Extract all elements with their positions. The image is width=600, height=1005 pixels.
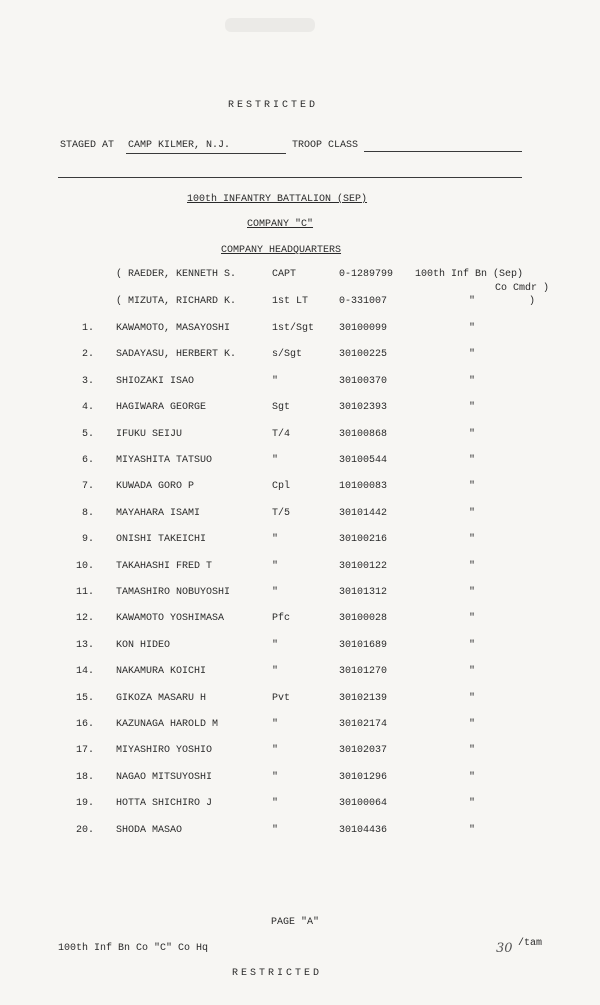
soldier-rank: Cpl — [272, 481, 291, 492]
serial-number: 30102393 — [339, 402, 388, 413]
row-number: 15. — [75, 693, 94, 704]
ditto-mark: " — [469, 745, 476, 756]
row-number: 16. — [75, 719, 94, 730]
row-number: 7. — [81, 481, 94, 492]
serial-number: 30102037 — [339, 745, 388, 756]
soldier-name: KAWAMOTO, MASAYOSHI — [116, 323, 231, 334]
roster-row — [74, 719, 574, 733]
soldier-name: HAGIWARA GEORGE — [116, 402, 207, 413]
roster-row — [74, 640, 574, 654]
serial-number: 30101442 — [339, 508, 388, 519]
soldier-name: KON HIDEO — [116, 640, 171, 651]
footer-unit-line: 100th Inf Bn Co "C" Co Hq — [58, 943, 209, 954]
soldier-rank: " — [272, 587, 279, 598]
officer-note-bracket: ) — [529, 296, 536, 307]
officer-rank: CAPT — [272, 269, 297, 280]
officer-name: ( MIZUTA, RICHARD K. — [116, 296, 237, 307]
row-number: 9. — [81, 534, 94, 545]
ditto-mark: " — [469, 666, 476, 677]
serial-number: 30104436 — [339, 825, 388, 836]
soldier-rank: " — [272, 666, 279, 677]
officer-note-commander: Co Cmdr ) — [495, 283, 550, 294]
restricted-heading: RESTRICTED — [228, 100, 319, 111]
serial-number: 30100122 — [339, 561, 388, 572]
serial-number: 30100028 — [339, 613, 388, 624]
ditto-mark: " — [469, 481, 476, 492]
serial-number: 30102174 — [339, 719, 388, 730]
row-number: 1. — [81, 323, 94, 334]
staged-underline — [126, 153, 286, 154]
soldier-name: MAYAHARA ISAMI — [116, 508, 201, 519]
troop-class-label: TROOP CLASS — [292, 140, 359, 151]
soldier-name: KAZUNAGA HAROLD M — [116, 719, 219, 730]
serial-number: 30100370 — [339, 376, 388, 387]
serial-number: 30101270 — [339, 666, 388, 677]
soldier-rank: " — [272, 772, 279, 783]
ditto-mark: " — [469, 349, 476, 360]
soldier-rank: Pvt — [272, 693, 291, 704]
roster-row — [74, 666, 574, 680]
roster-row — [74, 323, 574, 337]
soldier-name: HOTTA SHICHIRO J — [116, 798, 213, 809]
roster-row — [74, 693, 574, 707]
soldier-name: SHODA MASAO — [116, 825, 183, 836]
row-number: 4. — [81, 402, 94, 413]
header-divider — [58, 177, 522, 178]
row-number: 12. — [75, 613, 94, 624]
soldier-rank: " — [272, 376, 279, 387]
row-number: 6. — [81, 455, 94, 466]
serial-number: 30100216 — [339, 534, 388, 545]
ditto-mark: " — [469, 402, 476, 413]
soldier-name: SHIOZAKI ISAO — [116, 376, 195, 387]
soldier-rank: " — [272, 825, 279, 836]
ditto-mark: " — [469, 613, 476, 624]
soldier-rank: T/4 — [272, 429, 291, 440]
row-number: 18. — [75, 772, 94, 783]
roster-row — [74, 455, 574, 469]
roster-row — [74, 772, 574, 786]
soldier-rank: " — [272, 640, 279, 651]
soldier-name: KUWADA GORO P — [116, 481, 195, 492]
soldier-rank: s/Sgt — [272, 349, 303, 360]
soldier-name: NAGAO MITSUYOSHI — [116, 772, 213, 783]
ditto-mark: " — [469, 296, 476, 307]
soldier-rank: Sgt — [272, 402, 291, 413]
serial-number: 10100083 — [339, 481, 388, 492]
soldier-rank: Pfc — [272, 613, 291, 624]
roster-row — [74, 798, 574, 812]
soldier-name: TAMASHIRO NOBUYOSHI — [116, 587, 231, 598]
roster-row — [74, 561, 574, 575]
ditto-mark: " — [469, 508, 476, 519]
roster-row — [74, 745, 574, 759]
soldier-name: IFUKU SEIJU — [116, 429, 183, 440]
row-number: 10. — [75, 561, 94, 572]
row-number: 2. — [81, 349, 94, 360]
row-number: 13. — [75, 640, 94, 651]
staged-place: CAMP KILMER, N.J. — [128, 140, 231, 151]
roster-row — [74, 349, 574, 363]
ditto-mark: " — [469, 719, 476, 730]
row-number: 17. — [75, 745, 94, 756]
serial-number: 30100099 — [339, 323, 388, 334]
officer-row — [74, 269, 574, 283]
row-number: 20. — [75, 825, 94, 836]
troop-class-line — [364, 151, 522, 152]
ditto-mark: " — [469, 825, 476, 836]
serial-number: 30101312 — [339, 587, 388, 598]
serial-number: 30101296 — [339, 772, 388, 783]
staged-label: STAGED AT — [60, 140, 115, 151]
stamp-smudge — [225, 18, 315, 32]
ditto-mark: " — [469, 561, 476, 572]
roster-row — [74, 402, 574, 416]
soldier-name: NAKAMURA KOICHI — [116, 666, 207, 677]
roster-row — [74, 481, 574, 495]
ditto-mark: " — [469, 429, 476, 440]
serial-number: 30100064 — [339, 798, 388, 809]
ditto-mark: " — [469, 693, 476, 704]
soldier-rank: " — [272, 745, 279, 756]
serial-number: 30100225 — [339, 349, 388, 360]
row-number: 8. — [81, 508, 94, 519]
serial-number: 30102139 — [339, 693, 388, 704]
officer-serial: 0-1289799 — [339, 269, 394, 280]
serial-number: 30101689 — [339, 640, 388, 651]
row-number: 14. — [75, 666, 94, 677]
ditto-mark: " — [469, 534, 476, 545]
battalion-title: 100th INFANTRY BATTALION (SEP) — [187, 194, 368, 205]
ditto-mark: " — [469, 772, 476, 783]
soldier-rank: 1st/Sgt — [272, 323, 315, 334]
soldier-name: TAKAHASHI FRED T — [116, 561, 213, 572]
ditto-mark: " — [469, 798, 476, 809]
soldier-name: GIKOZA MASARU H — [116, 693, 207, 704]
page-label: PAGE "A" — [271, 917, 320, 928]
roster-row — [74, 825, 574, 839]
soldier-rank: " — [272, 534, 279, 545]
row-number: 5. — [81, 429, 94, 440]
ditto-mark: " — [469, 587, 476, 598]
soldier-rank: " — [272, 719, 279, 730]
soldier-rank: " — [272, 561, 279, 572]
row-number: 3. — [81, 376, 94, 387]
soldier-rank: " — [272, 798, 279, 809]
roster-row — [74, 429, 574, 443]
soldier-name: SADAYASU, HERBERT K. — [116, 349, 237, 360]
officer-serial: 0-331007 — [339, 296, 388, 307]
officer-rank: 1st LT — [272, 296, 309, 307]
ditto-mark: " — [469, 640, 476, 651]
roster-row — [74, 376, 574, 390]
officer-note: 100th Inf Bn (Sep) — [415, 269, 524, 280]
officer-name: ( RAEDER, KENNETH S. — [116, 269, 237, 280]
restricted-footer: RESTRICTED — [232, 968, 323, 979]
soldier-name: MIYASHIRO YOSHIO — [116, 745, 213, 756]
roster-row — [74, 508, 574, 522]
soldier-name: KAWAMOTO YOSHIMASA — [116, 613, 225, 624]
roster-row — [74, 613, 574, 627]
officer-row — [74, 296, 574, 310]
row-number: 19. — [75, 798, 94, 809]
company-title: COMPANY "C" — [247, 219, 314, 230]
ditto-mark: " — [469, 323, 476, 334]
handwritten-page-number: 30 — [496, 941, 513, 956]
roster-row — [74, 587, 574, 601]
typist-initials: /tam — [518, 938, 543, 949]
serial-number: 30100544 — [339, 455, 388, 466]
serial-number: 30100868 — [339, 429, 388, 440]
ditto-mark: " — [469, 455, 476, 466]
soldier-rank: T/5 — [272, 508, 291, 519]
soldier-name: MIYASHITA TATSUO — [116, 455, 213, 466]
row-number: 11. — [75, 587, 94, 598]
roster-row — [74, 534, 574, 548]
section-title: COMPANY HEADQUARTERS — [221, 245, 342, 256]
soldier-rank: " — [272, 455, 279, 466]
soldier-name: ONISHI TAKEICHI — [116, 534, 207, 545]
ditto-mark: " — [469, 376, 476, 387]
